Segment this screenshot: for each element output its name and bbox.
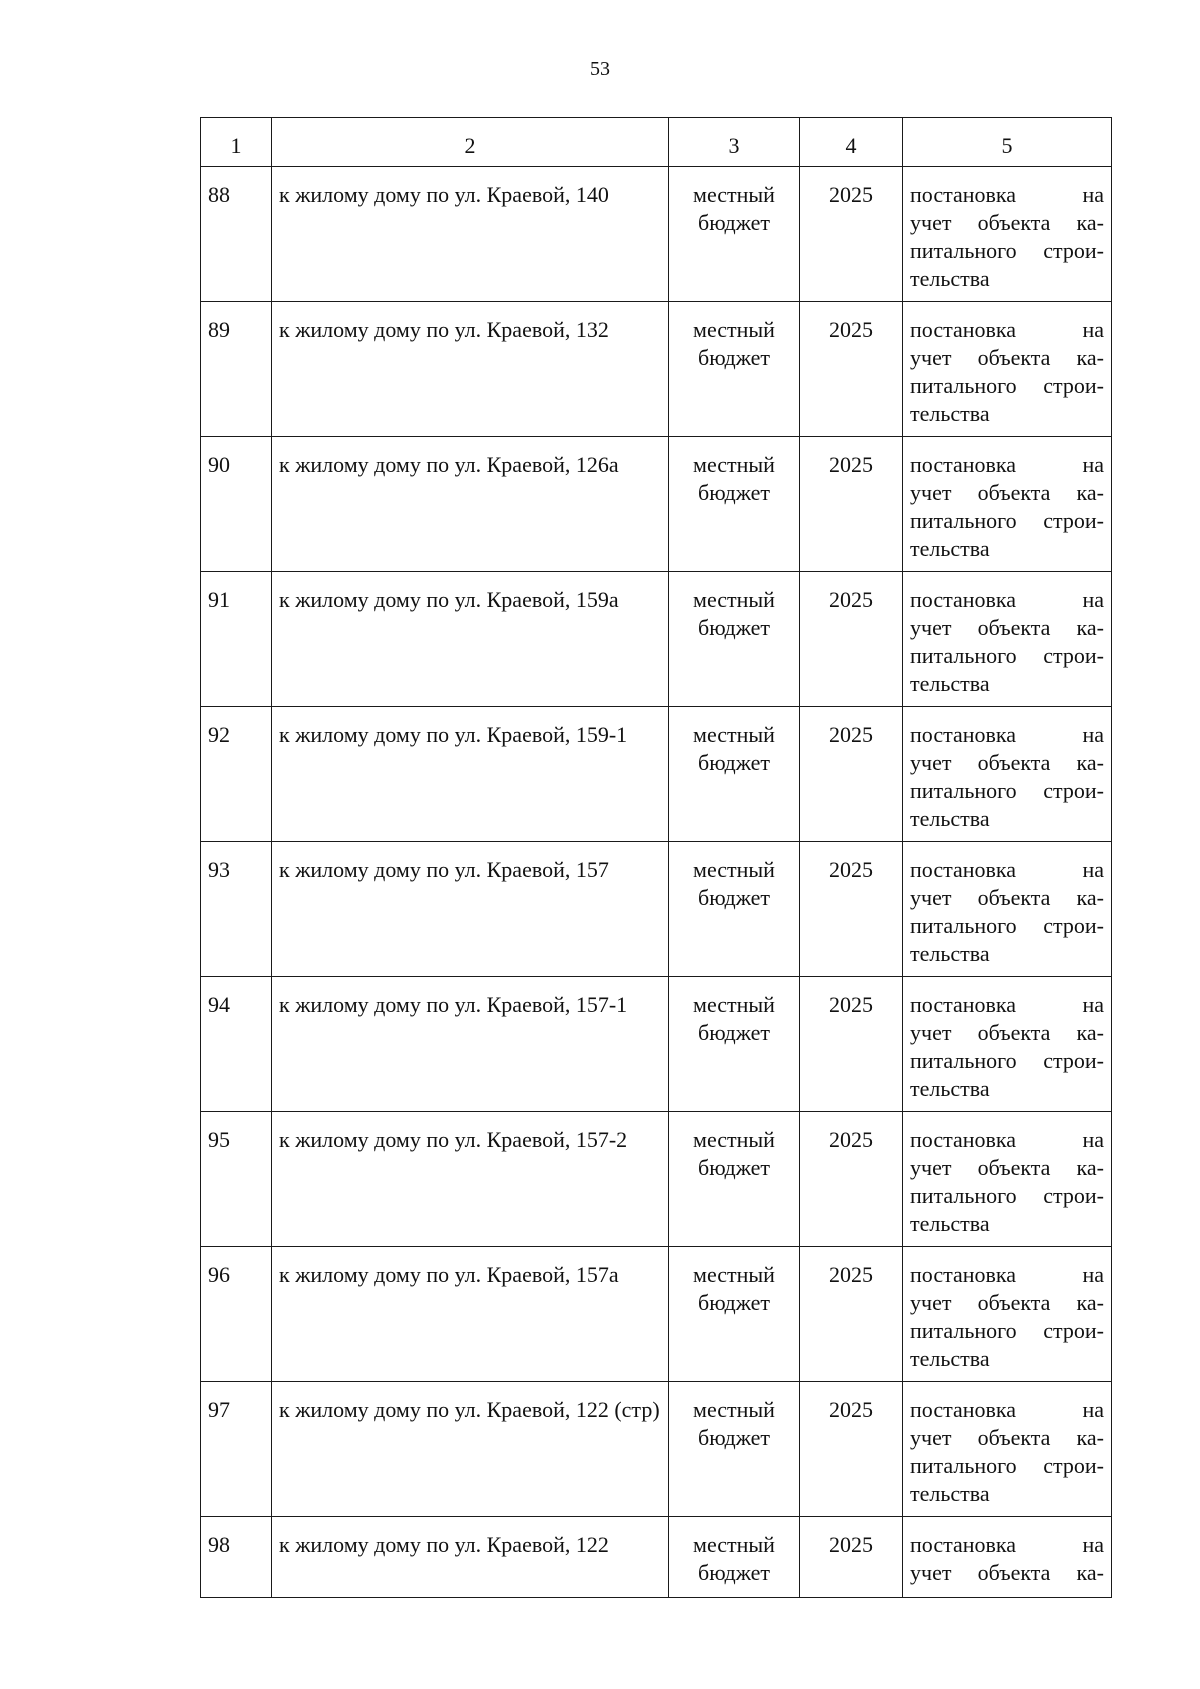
table-row — [201, 1382, 1112, 1517]
note-line: питального строи- — [910, 373, 1104, 398]
row-number-cell: 90 — [201, 437, 272, 572]
table-row — [201, 707, 1112, 842]
note-cell — [903, 437, 1112, 572]
note-line: тельства — [910, 941, 990, 966]
funding-source-cell — [669, 1247, 800, 1382]
object-cell: к жилому дому по ул. Краевой, 122 — [272, 1517, 669, 1598]
note-line: тельства — [910, 1481, 990, 1506]
year-cell: 2025 — [800, 1382, 903, 1517]
year-cell: 2025 — [800, 1247, 903, 1382]
year-cell: 2025 — [800, 707, 903, 842]
table-body — [201, 167, 1112, 1598]
note-line: постановка на — [910, 992, 1104, 1017]
note-cell — [903, 977, 1112, 1112]
funding-source-cell — [669, 302, 800, 437]
note-line: питального строи- — [910, 1048, 1104, 1073]
note-line: питального строи- — [910, 508, 1104, 533]
note-line: учет объекта ка- — [910, 885, 1104, 910]
note-cell — [903, 1382, 1112, 1517]
note-line: постановка на — [910, 722, 1104, 747]
note-line: учет объекта ка- — [910, 480, 1104, 505]
note-line: учет объекта ка- — [910, 615, 1104, 640]
funding-source-line: местный — [693, 317, 775, 342]
funding-source-cell — [669, 437, 800, 572]
note-cell — [903, 1112, 1112, 1247]
funding-source-cell — [669, 167, 800, 302]
row-number-cell: 91 — [201, 572, 272, 707]
object-cell: к жилому дому по ул. Краевой, 132 — [272, 302, 669, 437]
row-number-cell: 96 — [201, 1247, 272, 1382]
funding-source-line: бюджет — [698, 750, 770, 775]
object-cell: к жилому дому по ул. Краевой, 157а — [272, 1247, 669, 1382]
header-col-3: 3 — [669, 118, 800, 167]
table-row — [201, 1247, 1112, 1382]
year-cell: 2025 — [800, 572, 903, 707]
header-col-4: 4 — [800, 118, 903, 167]
funding-source-cell — [669, 842, 800, 977]
note-line: постановка на — [910, 587, 1104, 612]
year-cell: 2025 — [800, 1517, 903, 1598]
funding-source-line: бюджет — [698, 1290, 770, 1315]
row-number-cell: 97 — [201, 1382, 272, 1517]
note-line: питального строи- — [910, 238, 1104, 263]
funding-source-line: местный — [693, 587, 775, 612]
note-line: тельства — [910, 671, 990, 696]
funding-source-line: бюджет — [698, 1020, 770, 1045]
note-line: учет объекта ка- — [910, 750, 1104, 775]
object-cell: к жилому дому по ул. Краевой, 157-1 — [272, 977, 669, 1112]
note-line: постановка на — [910, 1532, 1104, 1557]
funding-source-cell — [669, 1112, 800, 1247]
table-row — [201, 977, 1112, 1112]
note-cell — [903, 572, 1112, 707]
note-line: постановка на — [910, 452, 1104, 477]
funding-source-line: бюджет — [698, 1155, 770, 1180]
note-line: постановка на — [910, 317, 1104, 342]
note-line: тельства — [910, 806, 990, 831]
funding-source-line: бюджет — [698, 480, 770, 505]
table-header-row — [201, 118, 1112, 167]
table-row — [201, 1112, 1112, 1247]
page-number: 53 — [590, 58, 610, 80]
object-cell: к жилому дому по ул. Краевой, 157 — [272, 842, 669, 977]
note-cell — [903, 1517, 1112, 1598]
object-cell: к жилому дому по ул. Краевой, 157-2 — [272, 1112, 669, 1247]
note-line: учет объекта ка- — [910, 210, 1104, 235]
year-cell: 2025 — [800, 842, 903, 977]
note-line: постановка на — [910, 1397, 1104, 1422]
row-number-cell: 88 — [201, 167, 272, 302]
year-cell: 2025 — [800, 167, 903, 302]
note-cell — [903, 302, 1112, 437]
object-cell: к жилому дому по ул. Краевой, 140 — [272, 167, 669, 302]
header-col-1: 1 — [201, 118, 272, 167]
row-number-cell: 92 — [201, 707, 272, 842]
funding-source-line: местный — [693, 182, 775, 207]
note-line: учет объекта ка- — [910, 1560, 1104, 1585]
note-line: тельства — [910, 266, 990, 291]
note-line: тельства — [910, 536, 990, 561]
funding-source-line: местный — [693, 1532, 775, 1557]
note-cell — [903, 1247, 1112, 1382]
note-cell — [903, 842, 1112, 977]
note-line: учет объекта ка- — [910, 1155, 1104, 1180]
table-row — [201, 842, 1112, 977]
note-line: постановка на — [910, 857, 1104, 882]
note-line: постановка на — [910, 1127, 1104, 1152]
note-line: постановка на — [910, 1262, 1104, 1287]
row-number-cell: 98 — [201, 1517, 272, 1598]
row-number-cell: 93 — [201, 842, 272, 977]
note-line: питального строи- — [910, 1183, 1104, 1208]
object-cell: к жилому дому по ул. Краевой, 159-1 — [272, 707, 669, 842]
note-line: тельства — [910, 1346, 990, 1371]
object-cell: к жилому дому по ул. Краевой, 159а — [272, 572, 669, 707]
funding-source-line: местный — [693, 1397, 775, 1422]
note-line: питального строи- — [910, 913, 1104, 938]
funding-source-line: местный — [693, 992, 775, 1017]
year-cell: 2025 — [800, 437, 903, 572]
header-col-2: 2 — [272, 118, 669, 167]
funding-source-line: бюджет — [698, 1425, 770, 1450]
note-line: питального строи- — [910, 778, 1104, 803]
table-row — [201, 302, 1112, 437]
funding-source-cell — [669, 1517, 800, 1598]
row-number-cell: 94 — [201, 977, 272, 1112]
object-cell: к жилому дому по ул. Краевой, 122 (стр) — [272, 1382, 669, 1517]
note-line: учет объекта ка- — [910, 1290, 1104, 1315]
table-row — [201, 437, 1112, 572]
note-line: питального строи- — [910, 1453, 1104, 1478]
table-row — [201, 572, 1112, 707]
funding-source-cell — [669, 572, 800, 707]
table-row — [201, 1517, 1112, 1598]
funding-source-line: местный — [693, 1127, 775, 1152]
funding-source-line: бюджет — [698, 615, 770, 640]
note-line: тельства — [910, 401, 990, 426]
row-number-cell: 95 — [201, 1112, 272, 1247]
object-cell: к жилому дому по ул. Краевой, 126а — [272, 437, 669, 572]
note-line: питального строи- — [910, 1318, 1104, 1343]
funding-source-line: местный — [693, 1262, 775, 1287]
funding-source-line: местный — [693, 857, 775, 882]
note-line: тельства — [910, 1076, 990, 1101]
funding-source-cell — [669, 977, 800, 1112]
funding-source-cell — [669, 707, 800, 842]
row-number-cell: 89 — [201, 302, 272, 437]
funding-source-line: бюджет — [698, 885, 770, 910]
year-cell: 2025 — [800, 302, 903, 437]
note-line: тельства — [910, 1211, 990, 1236]
funding-source-line: местный — [693, 722, 775, 747]
header-col-5: 5 — [903, 118, 1112, 167]
note-line: учет объекта ка- — [910, 345, 1104, 370]
note-line: питального строи- — [910, 643, 1104, 668]
note-cell — [903, 707, 1112, 842]
funding-source-line: местный — [693, 452, 775, 477]
funding-source-line: бюджет — [698, 210, 770, 235]
note-line: учет объекта ка- — [910, 1425, 1104, 1450]
funding-source-line: бюджет — [698, 345, 770, 370]
objects-table — [200, 117, 1112, 1598]
year-cell: 2025 — [800, 977, 903, 1112]
table-row — [201, 167, 1112, 302]
note-cell — [903, 167, 1112, 302]
funding-source-line: бюджет — [698, 1560, 770, 1585]
funding-source-cell — [669, 1382, 800, 1517]
year-cell: 2025 — [800, 1112, 903, 1247]
note-line: постановка на — [910, 182, 1104, 207]
note-line: учет объекта ка- — [910, 1020, 1104, 1045]
